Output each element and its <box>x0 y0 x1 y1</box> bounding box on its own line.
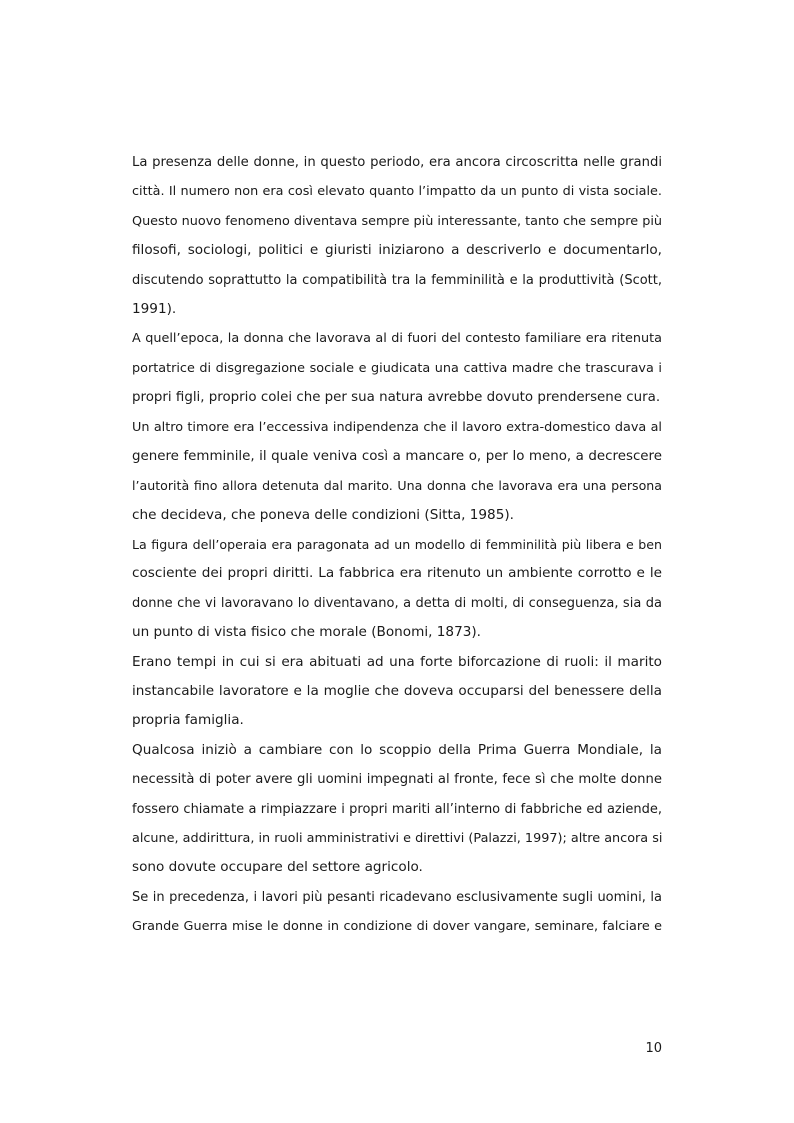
paragraph <box>132 648 662 736</box>
text-line: propri figli, proprio colei che per sua natura avrebbe dovuto prendersene cura. <box>132 390 661 406</box>
text-line: Qualcosa iniziò a cambiare con lo scoppio della Prima Guerra Mondiale, la <box>132 741 662 758</box>
text-line: Erano tempi in cui si era abituati ad una forte biforcazione di ruoli: il marito <box>132 653 662 670</box>
paragraph <box>132 736 662 883</box>
page-number: 10 <box>645 1041 662 1056</box>
text-line: l’autorità fino allora detenuta dal marito. Una donna che lavorava era una persona <box>132 478 662 494</box>
text-line: discutendo soprattutto la compatibilità tra la femminilità e la produttività (Scott, <box>132 272 662 288</box>
paragraph <box>132 530 662 648</box>
text-line: Un altro timore era l’eccessiva indipendenza che il lavoro extra-domestico dava al <box>132 419 662 435</box>
text-line: instancabile lavoratore e la moglie che doveva occuparsi del benessere della <box>132 683 662 700</box>
paragraph <box>132 324 662 412</box>
text-line: La presenza delle donne, in questo periodo, era ancora circoscritta nelle grandi <box>132 155 662 170</box>
text-line: Se in precedenza, i lavori più pesanti ricadevano esclusivamente sugli uomini, la <box>132 889 662 905</box>
paragraph <box>132 883 662 942</box>
text-line: 1991). <box>132 300 177 317</box>
text-line: necessità di poter avere gli uomini impegnati al fronte, fece sì che molte donne <box>132 772 662 788</box>
text-line: La figura dell’operaia era paragonata ad un modello di femminilità più libera e ben <box>132 537 662 553</box>
text-line: Questo nuovo fenomeno diventava sempre più interessante, tanto che sempre più <box>132 213 662 229</box>
text-line: A quell’epoca, la donna che lavorava al di fuori del contesto familiare era ritenuta <box>132 331 662 347</box>
text-line: cosciente dei propri diritti. La fabbrica era ritenuto un ambiente corrotto e le <box>132 565 662 582</box>
text-line: che decideva, che poneva delle condizioni (Sitta, 1985). <box>132 506 514 523</box>
text-line: sono dovute occupare del settore agricolo. <box>132 859 423 876</box>
text-line: alcune, addirittura, in ruoli amministrativi e direttivi (Palazzi, 1997); altre ancora si <box>132 830 663 846</box>
text-line: portatrice di disgregazione sociale e giudicata una cattiva madre che trascurava i <box>132 360 662 376</box>
text-line: Grande Guerra mise le donne in condizione di dover vangare, seminare, falciare e <box>132 919 662 935</box>
text-line: fossero chiamate a rimpiazzare i propri mariti all’interno di fabbriche ed aziende, <box>132 801 662 817</box>
text-line: donne che vi lavoravano lo diventavano, a detta di molti, di conseguenza, sia da <box>132 595 662 611</box>
body-text <box>132 148 662 942</box>
text-line: propria famiglia. <box>132 712 244 729</box>
text-line: un punto di vista fisico che morale (Bonomi, 1873). <box>132 624 481 641</box>
paragraph <box>132 148 662 324</box>
text-line: genere femminile, il quale veniva così a mancare o, per lo meno, a decrescere <box>132 448 662 464</box>
paragraph <box>132 413 662 531</box>
text-line: filosofi, sociologi, politici e giuristi iniziarono a descriverlo e documentarlo, <box>132 242 662 259</box>
text-line: città. Il numero non era così elevato quanto l’impatto da un punto di vista sociale. <box>132 184 662 200</box>
